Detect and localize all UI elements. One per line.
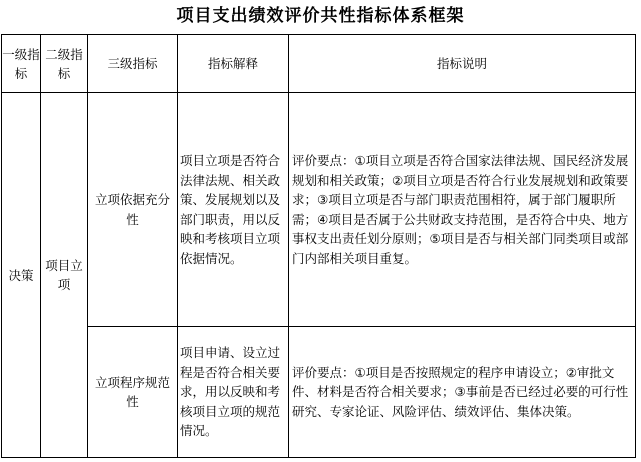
table-row xyxy=(2,93,636,327)
header-level3: 三级指标 xyxy=(88,35,178,93)
level3-cell: 立项程序规范性 xyxy=(88,327,178,458)
level3-cell: 立项依据充分性 xyxy=(88,93,178,327)
header-level1: 一级指标 xyxy=(2,35,41,93)
header-explanation: 指标解释 xyxy=(178,35,289,93)
table-header-row xyxy=(2,35,636,93)
document-title: 项目支出绩效评价共性指标体系框架 xyxy=(176,6,465,26)
level2-cell: 项目立项 xyxy=(41,93,88,458)
table-row xyxy=(2,327,636,458)
description-cell: 评价要点：①项目立项是否符合国家法律法规、国民经济发展规划和相关政策；②项目立项是否符合行业发展规划和政策要求；③项目立项是否与部门职责范围相符，属于部门履职所需；④项目是否属于公共财政支持范围，是否符合中央、地方事权支出责任划分原则；⑤项目是否与相关部门同类项目或部门内部相关项目重复。 xyxy=(289,93,636,327)
header-level2: 二级指标 xyxy=(41,35,88,93)
explanation-cell: 项目立项是否符合法律法规、相关政策、发展规划以及部门职责，用以反映和考核项目立项依据情况。 xyxy=(178,93,289,327)
description-cell: 评价要点：①项目是否按照规定的程序申请设立；②审批文件、材料是否符合相关要求；③事前是否已经过必要的可行性研究、专家论证、风险评估、绩效评估、集体决策。 xyxy=(289,327,636,458)
indicator-framework-table xyxy=(1,34,636,458)
level1-cell: 决策 xyxy=(2,93,41,458)
explanation-cell: 项目申请、设立过程是否符合相关要求，用以反映和考核项目立项的规范情况。 xyxy=(178,327,289,458)
header-description: 指标说明 xyxy=(289,35,636,93)
